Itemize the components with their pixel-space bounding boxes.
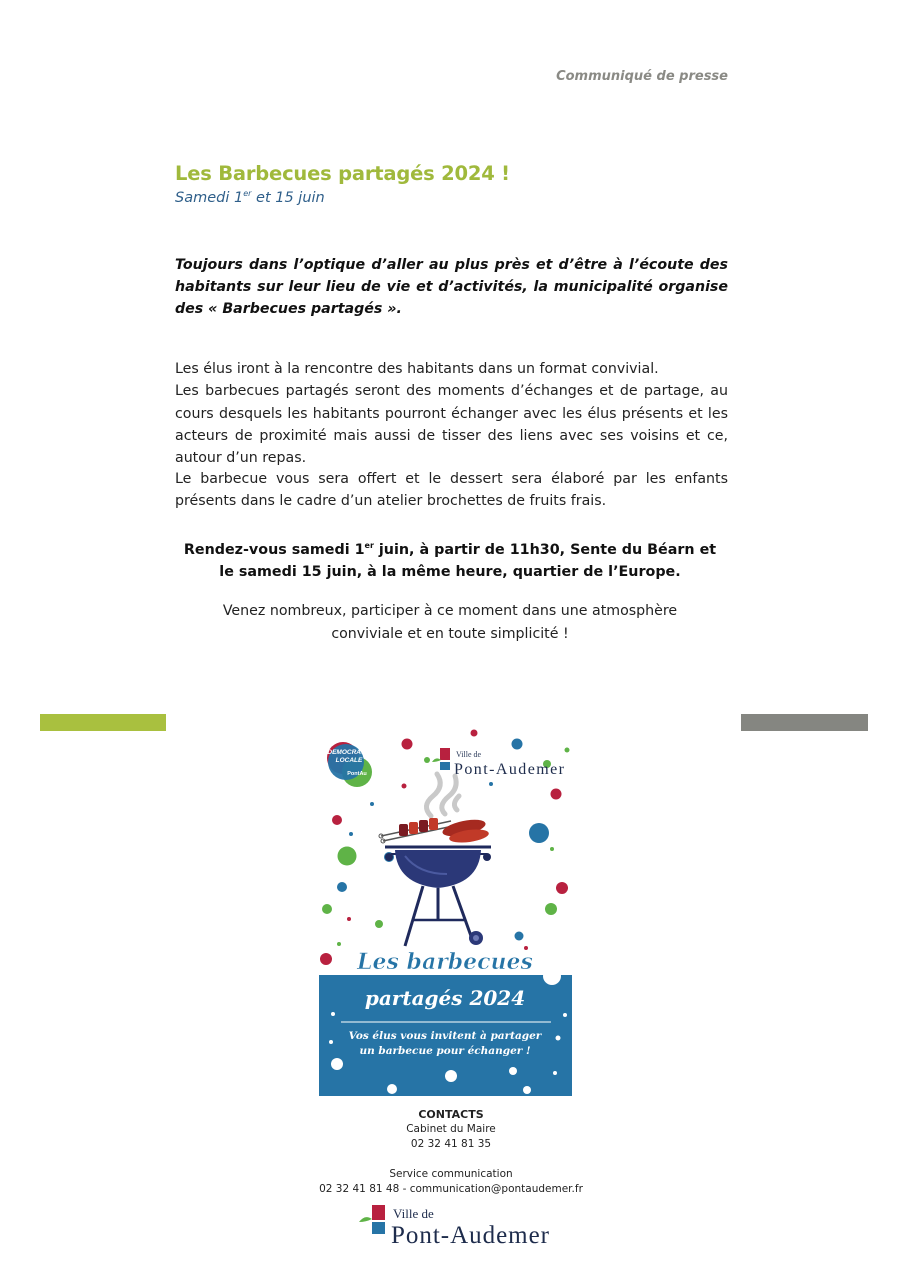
page-subtitle xyxy=(175,189,325,206)
event-poster xyxy=(319,724,572,1096)
gray-divider-bar xyxy=(741,714,868,731)
svg-text:DEMOCRATIE: DEMOCRATIE xyxy=(327,749,371,756)
contacts-block xyxy=(250,1107,652,1197)
svg-text:PontAu: PontAu xyxy=(347,771,367,777)
rendezvous-line-2: le samedi 15 juin, à la même heure, quartier de l’Europe. xyxy=(219,564,681,581)
rendezvous-block xyxy=(150,535,750,584)
contacts-cabinet-phone: 02 32 41 81 35 xyxy=(410,1138,492,1150)
svg-text:partagés 2024: partagés 2024 xyxy=(364,986,526,1010)
svg-text:un barbecue pour échanger !: un barbecue pour échanger ! xyxy=(359,1045,531,1057)
body-paragraph-1 xyxy=(175,358,728,469)
svg-text:Ville de: Ville de xyxy=(456,750,482,759)
svg-text:Pont-Audemer: Pont-Audemer xyxy=(391,1222,549,1249)
body-line-2: Les barbecues partagés seront des moments d’échanges et de partage, au cours desquels les habitants pourront échanger avec les élus présents et les acteurs de proximité mais aussi de tisser des liens avec ses voisins et ce, autour d’un repas. xyxy=(175,383,728,467)
subtitle-ordinal: er xyxy=(243,189,252,198)
contacts-service-details[interactable]: 02 32 41 81 48 - communication@pontaudemer.fr xyxy=(319,1183,583,1195)
svg-text:Ville de: Ville de xyxy=(393,1206,434,1221)
svg-text:LOCALE: LOCALE xyxy=(335,757,363,764)
subtitle-date-end: et 15 juin xyxy=(251,189,325,206)
rdv-line1-after: juin, à partir de 11h30, Sente du Béarn et xyxy=(373,541,717,558)
contacts-service: Service communication xyxy=(389,1168,513,1180)
press-release-label: Communiqué de presse xyxy=(556,69,728,84)
invitation-block xyxy=(150,600,750,645)
svg-text:Les barbecues: Les barbecues xyxy=(357,949,533,975)
intro-paragraph: Toujours dans l’optique d’aller au plus près et d’être à l’écoute des habitants sur leur lieu de vie et d’activités, la municipalité organise des « Barbecues partagés ». xyxy=(175,257,728,317)
invitation-line-2: conviviale et en toute simplicité ! xyxy=(331,625,569,642)
contacts-heading: CONTACTS xyxy=(418,1108,484,1121)
subtitle-date-start: Samedi 1 xyxy=(175,189,244,206)
rdv-line1-before: Rendez-vous samedi 1 xyxy=(183,541,365,558)
page-title: Les Barbecues partagés 2024 ! xyxy=(175,162,510,185)
green-divider-bar xyxy=(40,714,166,731)
svg-text:Pont-Audemer: Pont-Audemer xyxy=(454,761,564,778)
invitation-line-1: Venez nombreux, participer à ce moment dans une atmosphère xyxy=(222,603,678,619)
body-paragraph-2: Le barbecue vous sera offert et le dessert sera élaboré par les enfants présents dans le cadre d’un atelier brochettes de fruits frais. xyxy=(175,471,728,510)
body-line-1: Les élus iront à la rencontre des habitants dans un format convivial. xyxy=(175,361,659,377)
svg-text:Vos élus vous invitent à parta: Vos élus vous invitent à partager xyxy=(348,1030,542,1042)
contacts-cabinet: Cabinet du Maire xyxy=(406,1123,496,1135)
rendezvous-line-1 xyxy=(150,535,750,561)
rdv-ordinal: er xyxy=(364,541,374,550)
pont-audemer-logo xyxy=(355,1203,555,1253)
